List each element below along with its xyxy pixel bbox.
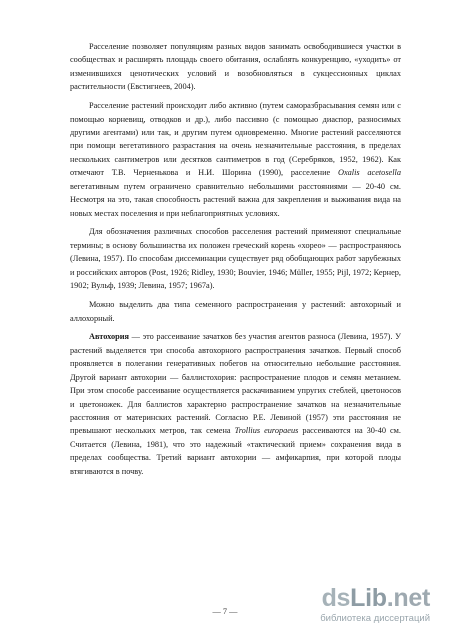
- watermark-logo-lib: Lib: [350, 584, 387, 612]
- paragraph-text: Можно выделить два типа семенного распространения у растений: автохорный и аллохорный.: [70, 300, 401, 323]
- paragraph-autochory: [70, 330, 401, 478]
- watermark-caption: библиотека диссертаций: [320, 613, 430, 624]
- watermark-logo-net: .net: [386, 584, 430, 612]
- paragraph-text: — это рассеивание зачатков без участия агентов разноса (Левина, 1957). У растений выделяется три способа автохорного распространения зачатков. Первый способ проявляется в полегании генеративных побегов на относительно небольшие расстояния. Другой вариант автохории — баллистохория: распространение плодов и семян метанием. При этом способе рассеивание осуществляется раскачиванием упругих стеблей, цветоносов и цветоножек. Для баллистов характерно распространение зачатков на незначительные расстояния от материнских растений. Согласно Р.Е. Левиной (1957) эти расстояния не превышают нескольких метров, так семена: [70, 332, 402, 436]
- page-number: — 7 —: [212, 607, 238, 616]
- paragraph-text: Расселение растений происходит либо активно (путем саморазбрасывания семян или с помощью корневищ, отводков и др.), либо пассивно (с помощью диаспор, разносимых другими агентами) или так, и другим путем одновременно. Многие растений расселяются при помощи вегетативного разрастания на очень незначительные расстояния, в пределах нескольких сантиметров или десятков сантиметров в год (Серебряков, 1952, 1962). Как отмечают Т.В. Черненькова и Н.И. Шорина (1990), расселение: [70, 101, 401, 178]
- paragraph-dispersal-intro: [70, 40, 401, 94]
- watermark: [278, 582, 450, 637]
- term-autochory: Автохория: [89, 332, 130, 342]
- paragraph-terminology: [70, 225, 401, 292]
- paragraph-text: Для обозначения различных способов расселения растений применяют специальные термины; в основу большинства их положен греческий корень «хорео» — распространяюсь (Левина, 1957). По способам диссеминации существует ряд обобщающих работ зарубежных и российских авторов (Post, 1926; Ridley, 1930; Bouvier, 1946; Müller, 1955; Pijl, 1972; Кернер, 1902; Вульф, 1939; Левина, 1957; 1967a).: [70, 227, 401, 291]
- paragraph-text: Расселение позволяет популяциям разных видов занимать освободившиеся участки в сообществах и расширять площадь своего обитания, ослаблять конкуренцию, «уходить» от изменившихся ценотических условий и возобновляться в сукцессионных циклах растительности (Евстигнеев, 2004).: [70, 42, 401, 92]
- paragraph-dispersal-modes: [70, 99, 401, 220]
- watermark-logo: [322, 584, 430, 613]
- body-text: [70, 40, 401, 478]
- species-name: Oxalis acetosella: [337, 168, 402, 178]
- watermark-logo-ds: ds: [321, 584, 351, 612]
- species-name: Trollius europaeus: [234, 426, 299, 436]
- paragraph-text: рассеиваются на 30-40 см. Считается (Левина, 1981), что это надежный «тактический прием» сохранения вида в пределах сообщества. Третий вариант автохории — амфикарпия, при которой плоды втягиваются в почву.: [70, 426, 401, 476]
- paragraph-dispersal-types: [70, 298, 401, 325]
- paragraph-text: вегетативным путем ограничено сравнительно небольшими расстояниями — 20-40 см. Несмотря на это, такая способность растений важна для закрепления и выживания вида на новых местах поселения и при неблагоприятных условиях.: [70, 181, 401, 218]
